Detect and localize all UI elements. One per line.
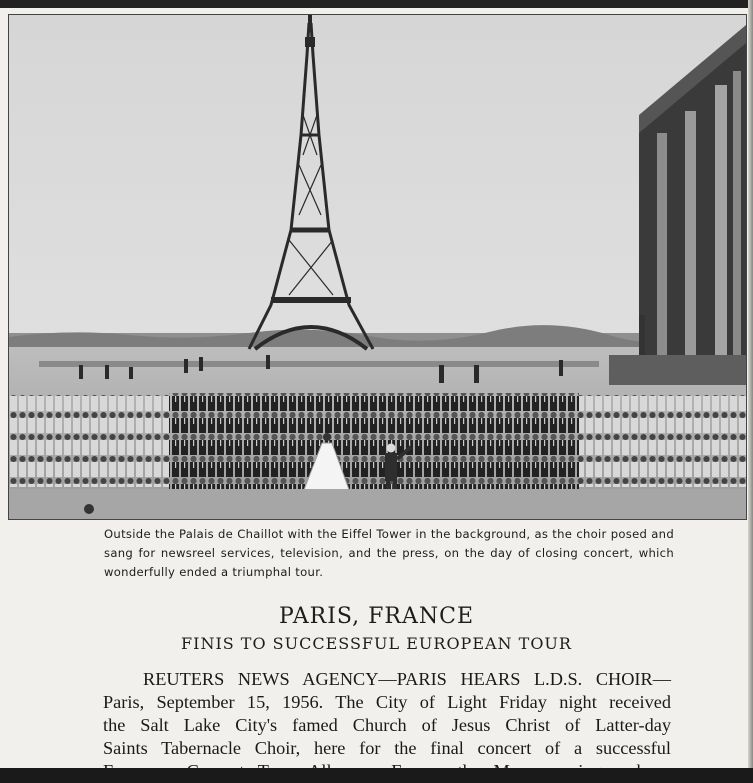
article-subtitle: FINIS TO SUCCESSFUL EUROPEAN TOUR: [181, 634, 572, 653]
article-line: Paris, September 15, 1956. The City of Light Friday night received: [103, 692, 671, 712]
article-line: Saints Tabernacle Choir, here for the final concert of a successful: [103, 738, 671, 758]
article-line: the Salt Lake City's famed Church of Jesus Christ of Latter-day: [103, 715, 671, 735]
article-line: REUTERS NEWS AGENCY—PARIS HEARS L.D.S. CHOIR—: [143, 669, 671, 689]
article-body: [103, 668, 671, 783]
photo-caption: Outside the Palais de Chaillot with the Eiffel Tower in the background, as the choir posed and sang for newsreel services, television, and the press, on the day of closing concert, which wonderfully ended a triumphal tour.: [104, 527, 674, 579]
article-title: PARIS, FRANCE: [278, 604, 475, 629]
article-line: European Concert Tour. All over Europe the Mormon singers have: [103, 761, 671, 781]
choir-photograph: [8, 14, 747, 520]
page-top-border: [0, 0, 753, 8]
